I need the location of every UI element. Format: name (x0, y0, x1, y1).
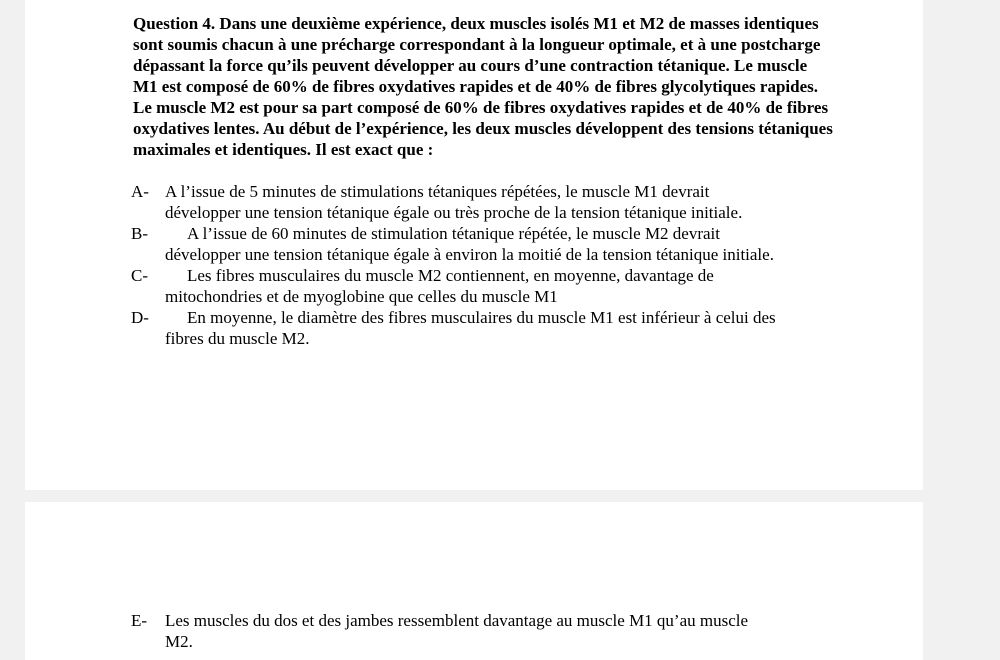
option-text-line1: En moyenne, le diamètre des fibres musculaires du muscle M1 est inférieur à celui des (187, 308, 776, 327)
option-text-line2: développer une tension tétanique égale ou très proche de la tension tétanique initiale. (165, 203, 743, 222)
document-page-1 (25, 0, 923, 490)
option-letter: A- (131, 182, 149, 201)
answer-options (131, 181, 851, 349)
option-letter: B- (131, 224, 148, 243)
option-letter: C- (131, 266, 148, 285)
option-text-line1: A l’issue de 60 minutes de stimulation tétanique répétée, le muscle M2 devrait (187, 224, 721, 243)
option-text-line2: mitochondries et de myoglobine que celles du muscle M1 (165, 287, 558, 306)
option-c[interactable] (131, 265, 851, 307)
option-text-line1: Les fibres musculaires du muscle M2 contiennent, en moyenne, davantage de (187, 266, 714, 285)
question-text: Question 4. Dans une deuxième expérience, deux muscles isolés M1 et M2 de masses identiques sont soumis chacun à une précharge correspondant à la longueur optimale, et à une postcharge dépassant la force qu’ils peuvent développer au cours d’une contraction tétanique. Le muscle M1 est composé de 60% de fibres oxydatives rapides et de 40% de fibres glycolytiques rapides. Le muscle M2 est pour sa part composé de 60% de fibres oxydatives rapides et de 40% de fibres oxydatives lentes. Au début de l’expérience, les deux muscles développent des tensions tétaniques maximales et identiques. Il est exact que : (133, 14, 833, 159)
answer-options-continued (131, 610, 851, 652)
option-e[interactable] (131, 610, 851, 652)
option-text-line2: M2. (165, 632, 193, 651)
option-b[interactable] (131, 223, 851, 265)
option-d[interactable] (131, 307, 851, 349)
option-letter: D- (131, 308, 149, 327)
document-page-2 (25, 502, 923, 660)
option-text-line1: A l’issue de 5 minutes de stimulations tétaniques répétées, le muscle M1 devrait (165, 182, 710, 201)
option-text-line2: fibres du muscle M2. (165, 329, 310, 348)
option-letter: E- (131, 611, 148, 630)
option-text-line2: développer une tension tétanique égale à environ la moitié de la tension tétanique initiale. (165, 245, 774, 264)
option-text-line1: Les muscles du dos et des jambes ressemblent davantage au muscle M1 qu’au muscle (165, 611, 749, 630)
option-a[interactable] (131, 181, 851, 223)
